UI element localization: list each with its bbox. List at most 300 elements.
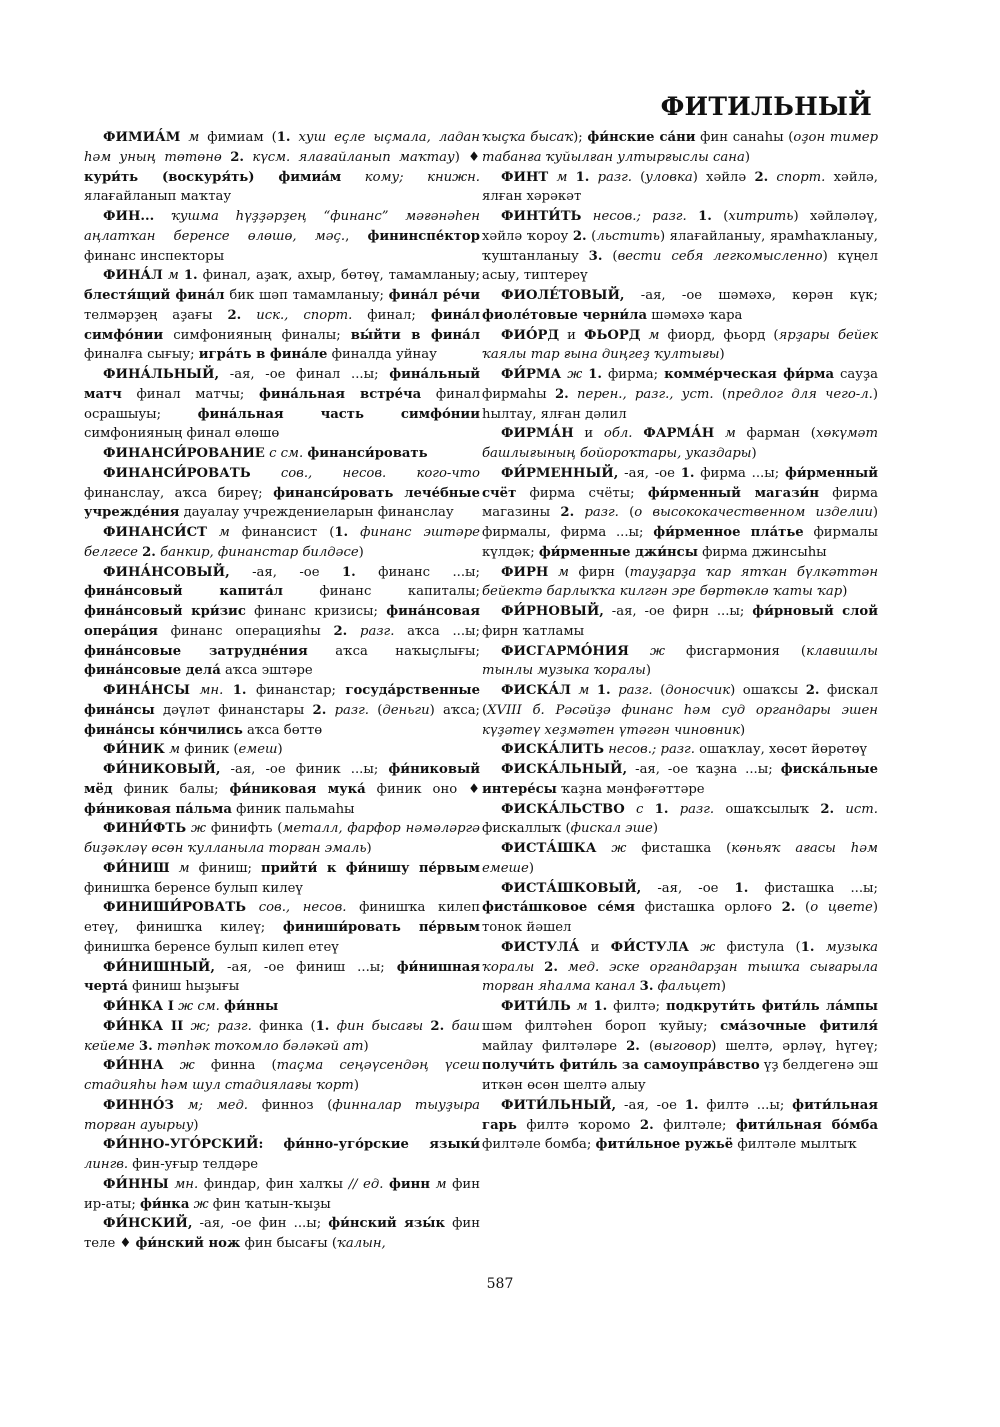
entry-text: аҡса наҡыҫлығы; (307, 643, 480, 659)
entry-text (170, 861, 179, 876)
entry-text (348, 525, 360, 540)
italic-note: // ед. (348, 1176, 384, 1192)
italic-note: сов., несов. (258, 900, 347, 916)
dictionary-entry (84, 1017, 480, 1057)
entry-text: финал, аҙаҡ, ахыр, бөтөү, тамамланыу; (197, 268, 480, 284)
bold-phrase: 1. (593, 999, 608, 1014)
headword: ФИНА́Л (103, 268, 163, 284)
bold-phrase: 2. (430, 1018, 445, 1034)
entry-text (589, 683, 597, 698)
entry-text: финик оно ♦ (365, 781, 480, 797)
dictionary-entry (84, 1214, 480, 1254)
dictionary-entry (84, 1135, 480, 1175)
italic-note: көньяҡ ағасы һәм емеше (482, 841, 878, 876)
italic-note: м (435, 1176, 447, 1192)
headword: ФИСГАРМО́НИЯ (501, 643, 629, 659)
entry-text (222, 150, 230, 165)
italic-note: XVIII б. Рәсәйҙә финанс һәм суд органдары эшен күҙәтеү хеҙмәтен үтәгән чиновник (482, 702, 878, 738)
bold-phrase: фи́нишная черта́ (84, 959, 480, 995)
headword: ФИТИ́ЛЬ (501, 999, 571, 1014)
entry-text (687, 209, 698, 224)
headword: ФИСКА́ЛЬНЫЙ, (501, 762, 628, 777)
entry-text: ( (618, 505, 635, 521)
bold-phrase: фи́рменный счёт (482, 465, 878, 501)
bold-phrase: фиста́шковое се́мя (482, 900, 635, 916)
italic-note: м (188, 130, 200, 145)
italic-note: м (167, 268, 179, 284)
entry-text: симфонияның финал өлөшө (84, 426, 280, 442)
entry-text (291, 130, 299, 145)
entry-text: финик балы; (112, 781, 230, 797)
entry-text: филтә ...ы; (698, 1097, 793, 1113)
entry-text (574, 505, 584, 520)
entry-text: ( (586, 228, 597, 244)
dictionary-entry (84, 859, 480, 899)
bold-phrase: 1. (276, 130, 291, 145)
dictionary-entry (482, 938, 878, 997)
bold-phrase: 1. (183, 268, 198, 284)
entry-text: фин бысағы ( (240, 1236, 338, 1251)
entry-text (714, 426, 725, 441)
entry-text (341, 170, 364, 185)
bold-phrase: 2. (230, 149, 244, 165)
italic-note: ж (193, 1196, 209, 1212)
headword: ФИ́РМЕННЫЙ, (501, 465, 619, 481)
bold-phrase: фина́л ре́чи (388, 288, 480, 303)
entry-text: финанстар; (246, 683, 346, 698)
bold-phrase: 1. (596, 683, 611, 698)
headword: ФИРМА́Н (501, 426, 574, 442)
entry-text: и (573, 426, 604, 442)
entry-text: ошаҡсылыҡ (714, 801, 821, 817)
entry-text: финал осрашыуы; (84, 386, 480, 422)
bold-phrase: фити́льная бо́мба (735, 1117, 878, 1133)
bold-phrase: фина́нсовый капита́л (84, 584, 283, 600)
entry-text: филтәле бомба; (482, 1137, 596, 1153)
italic-note: финанс эштәре белгесе (84, 525, 480, 560)
entry-text (241, 308, 256, 323)
bold-phrase: 1. (654, 801, 669, 817)
dictionary-entry (84, 464, 480, 523)
dictionary-entry (84, 898, 480, 957)
page-number: 587 (486, 1276, 514, 1292)
italic-note: предлог для чего-л. (727, 386, 873, 402)
dictionary-entry (482, 207, 878, 286)
bold-phrase: 2. (142, 544, 156, 560)
entry-text (164, 1058, 180, 1073)
headword: ФИОЛЕ́ТОВЫЙ, (501, 288, 625, 303)
italic-note: разг. (597, 169, 632, 185)
entry-text: финанслау, аҡса биреү; (84, 485, 274, 501)
bold-phrase: ФЬОРД (583, 327, 641, 343)
dictionary-entry (84, 681, 480, 740)
entry-text: фирма джинсыһы (697, 544, 827, 560)
bold-phrase: 2. (781, 900, 796, 916)
headword: ФИ́НСКИЙ, (103, 1216, 193, 1232)
headword: ФИСТА́ШКА (501, 841, 597, 856)
entry-text: ) (720, 979, 727, 995)
entry-text: ) (277, 742, 283, 758)
entry-text: фисгармония ( (664, 643, 807, 659)
headword: ФИ́ННА (103, 1058, 164, 1074)
entry-text: -ая, -ое фирн ...ы; (603, 604, 753, 619)
italic-note: м (724, 426, 736, 442)
headword: ФИНАНСИ́СТ (103, 525, 207, 540)
entry-text: , (345, 228, 368, 244)
entry-text: ) күңел асыу, типтереү (482, 248, 878, 284)
bold-phrase: 2. (639, 1117, 654, 1133)
entry-text (581, 209, 592, 224)
bold-phrase: 2. (544, 959, 558, 975)
entry-text: -ая, -ое шәмәхә, көрән күк; (624, 288, 878, 303)
bold-phrase: 3. (639, 979, 654, 995)
headword: ФИСКА́ЛЬСТВО (501, 801, 625, 817)
entry-text: майлау филтәләре (482, 1038, 627, 1054)
italic-note: м; мед. (187, 1097, 248, 1113)
bold-phrase: фина́нсовый кри́зис (84, 604, 246, 619)
italic-note: мн. (174, 1176, 199, 1192)
entry-text: ) (744, 149, 750, 165)
dictionary-entry (482, 1096, 878, 1155)
bold-phrase: фиска́льные интере́сы (482, 762, 878, 797)
entry-text: финноз ( (248, 1097, 333, 1113)
dictionary-entry (84, 563, 480, 682)
italic-note: тауҙарҙа ҡар ятҡан бүлкәттән бейектә барлыҡҡа килгән эре бөртөклө ҡаты ҡар (482, 564, 878, 600)
dictionary-entry (84, 266, 480, 365)
entry-text: аҡса ...ы; (394, 623, 480, 639)
bold-phrase: фина́льный матч (84, 367, 480, 402)
running-head: ФИТИЛЬНЫЙ (660, 92, 872, 121)
bold-phrase: фи́нский язы́к (328, 1216, 446, 1232)
headword: ФИ́НКА I (103, 999, 174, 1014)
italic-note: ж (700, 939, 716, 955)
entry-text: фискаллыҡ ( (482, 821, 571, 837)
bold-phrase: фи́рменные джи́нсы (538, 544, 698, 560)
italic-note: емеш (238, 742, 278, 758)
entry-text: фимиам ( (199, 130, 277, 145)
entry-text: ) (751, 446, 757, 461)
italic-note: ҡыҫҡа бысаҡ (482, 130, 574, 145)
entry-text: фирма счёты; (516, 485, 648, 501)
entry-text: финик пальмаһы (231, 801, 355, 817)
bold-phrase: 1. (575, 169, 590, 185)
dictionary-entry (482, 681, 878, 740)
entry-text: сауҙа фирмаһы (482, 367, 878, 402)
italic-note: иск., спорт. (256, 307, 353, 323)
italic-note: ж (611, 841, 627, 856)
bold-phrase: 2. (805, 683, 820, 698)
entry-text: филтә; (607, 999, 666, 1014)
bold-phrase: фити́льное ружьё (595, 1137, 734, 1153)
entry-text: фин теле ♦ (84, 1216, 480, 1251)
entry-text: ( (713, 386, 727, 402)
italic-note: ярҙары бейек ҡаялы тар ғына диңгеҙ ҡултығы (482, 327, 878, 363)
entry-text: фисташка ( (626, 841, 732, 856)
entry-text: ( (795, 900, 811, 916)
bold-phrase: фи́рменное пла́тье (653, 525, 804, 540)
headword: ФИМИА́М (103, 130, 181, 145)
entry-text: ) (719, 347, 725, 363)
bold-phrase: 2. (626, 1038, 640, 1054)
entry-text (263, 1137, 283, 1152)
dictionary-entry (84, 740, 480, 760)
italic-note: ж (191, 821, 207, 837)
entry-text: ( (368, 702, 383, 718)
headword: ФИСКА́Л (501, 683, 571, 698)
headword: ФИ́РМА (501, 367, 562, 382)
entry-text: финанс кризисы; (245, 604, 387, 619)
bold-phrase: 1. (680, 465, 695, 481)
dictionary-entry (482, 879, 878, 938)
entry-text (668, 802, 679, 817)
bold-phrase: 1. (698, 209, 712, 224)
bold-phrase: игра́ть в фина́ле (198, 347, 328, 363)
dictionary-entry (482, 424, 878, 464)
entry-text: -ая, -ое (618, 465, 681, 481)
dictionary-entry (84, 760, 480, 819)
headword: ФИНИШИ́РОВАТЬ (103, 900, 247, 916)
entry-text: телмәрҙең аҙағы (84, 307, 228, 323)
headword: ФИНАНСИ́РОВАТЬ (103, 465, 251, 481)
italic-note: сов., несов. кого-что (280, 465, 480, 481)
headword: ФИ́НИШ (103, 860, 170, 876)
italic-note: ҡалын, (337, 1236, 386, 1251)
dictionary-entry (482, 168, 878, 208)
headword: ФИНА́НСОВЫЙ, (103, 564, 230, 580)
bold-phrase: 2. (560, 505, 575, 521)
bold-phrase: кури́ть (воскуря́ть) фимиа́м (84, 169, 342, 185)
entry-text (548, 565, 558, 580)
bold-phrase: фи́рменный магази́н (647, 485, 820, 501)
bold-phrase: 1. (800, 939, 815, 955)
entry-text: фирма ...ы; (694, 465, 785, 481)
italic-note: разг. (679, 801, 715, 817)
entry-text (444, 1019, 451, 1034)
bold-phrase: 1. (588, 367, 602, 382)
dictionary-entry (482, 740, 878, 760)
italic-note: м (556, 169, 568, 185)
italic-note: м (576, 999, 588, 1014)
italic-note: несов.; разг. (608, 742, 695, 758)
italic-note: ж; разг. (190, 1018, 252, 1034)
entry-text: -ая, -ое финиш ...ы; (214, 959, 397, 975)
bold-phrase: финанси́ровать лече́бные учрежде́ния (84, 485, 480, 521)
headword: ФИ́НКА II (103, 1018, 184, 1034)
bold-phrase: 2. (554, 386, 569, 402)
bold-phrase: фиоле́товые черни́ла (482, 307, 648, 323)
bold-phrase: 1. (232, 683, 247, 698)
headword: ФИСКА́ЛИТЬ (501, 742, 605, 758)
entry-text: ) тонок йәшел (482, 900, 878, 935)
italic-note: клавишлы тынлы музыка ҡоралы (482, 643, 878, 679)
italic-note: фискал эше (570, 821, 653, 837)
entry-text: бик шәп тамамланыу; (224, 288, 389, 303)
entry-text: финдар, фин халҡы (198, 1176, 349, 1192)
italic-note: ҡушма һүҙҙәрҙең “финанс” мәғәнәһен аңлатҡан беренсе өлөшө, мәҫ. (84, 209, 480, 244)
bold-phrase: фи́нка (139, 1196, 190, 1212)
italic-note: разг. (360, 623, 395, 639)
italic-note: м (218, 525, 230, 540)
entry-text (625, 802, 636, 817)
entry-text: фисташка ...ы; (748, 880, 878, 896)
italic-note: ж см. (178, 999, 220, 1014)
entry-text (632, 426, 643, 441)
entry-text (641, 328, 649, 343)
dictionary-entry (482, 602, 878, 642)
dictionary-entry (482, 760, 878, 800)
right-column (482, 128, 878, 1283)
bold-phrase: фина́нсы ко́нчились (84, 722, 243, 738)
bold-phrase: блестя́щий фина́л (84, 288, 225, 303)
headword: ФИСТУЛА́ (501, 939, 580, 955)
entry-text: ) (528, 860, 534, 876)
bold-phrase: фити́льная гарь (482, 1097, 878, 1133)
entry-text: ялағайланып маҡтау (84, 189, 232, 205)
entry-text (174, 1098, 188, 1113)
italic-note: финналар тыуҙыра торған ауырыу (84, 1097, 480, 1133)
bold-phrase: 1. (684, 1097, 699, 1113)
dictionary-entry (84, 958, 480, 998)
entry-text: фирма; (601, 367, 665, 382)
entry-text: шәм филтәһен бороп ҡуйыу; (482, 1018, 721, 1034)
bold-phrase: 1. (334, 525, 349, 540)
bold-phrase: фи́нский нож (135, 1236, 241, 1251)
italic-note: металл, фарфор нәмәләргә биҙәкләү өсөн ҡулланыла торған эмаль (84, 821, 480, 856)
italic-note: обл. (603, 426, 633, 442)
bold-phrase: фи́нно-уго́рские языки́ (283, 1137, 480, 1153)
dictionary-entry (84, 523, 480, 563)
headword: ФИ́ННО-УГО́РСКИЙ: (103, 1137, 264, 1153)
italic-note: хөкүмәт башлығының бойороҡтары, указдары (482, 426, 878, 461)
entry-text (154, 209, 171, 224)
entry-text (534, 960, 544, 975)
bold-phrase: сма́зочные фитиля́ (720, 1018, 878, 1034)
italic-note: хуш еҫле ыҫмала, ладан һәм уның төтөнө (84, 130, 480, 165)
entry-text: ) һылтау, ялған дәлил (482, 386, 878, 422)
bold-phrase: ФАРМА́Н (643, 426, 715, 442)
italic-note: ист. (845, 801, 878, 817)
italic-note: м (169, 742, 181, 758)
bold-phrase: 2. (312, 702, 327, 718)
italic-note: льстить (596, 228, 660, 244)
entry-text: филтә ҡоромо (516, 1117, 640, 1133)
italic-note: таҫма сеңәүсендәң үсеш стадияһы һәм шул стадиялағы ҡорт (84, 1058, 480, 1093)
entry-text: финиш һыҙығы (127, 979, 240, 995)
entry-text: фирма магазины (482, 485, 878, 521)
entry-text: ) (193, 1117, 199, 1133)
entry-text: фин ир-аты; (84, 1176, 480, 1212)
entry-text: фисташка орлоғо (634, 900, 782, 916)
entry-text: фин-уғыр телдәре (128, 1157, 259, 1172)
entry-text: хәйлә, ялған хәрәкәт (482, 169, 878, 205)
bold-phrase: фина́л симфо́нии (84, 307, 480, 343)
dictionary-entry (84, 1056, 480, 1096)
italic-note: ж (567, 367, 583, 382)
entry-text: финансист ( (229, 525, 335, 540)
headword: ФИННО́З (103, 1097, 174, 1113)
entry-text: финиш; (189, 860, 262, 876)
italic-note: м (648, 327, 660, 343)
italic-note: тәпһәк тоҡомло бәләкәй ат (156, 1038, 364, 1054)
entry-text: -ая, -ое (229, 564, 342, 580)
entry-text: ошаҡлау, хөсөт йөрөтөү (694, 742, 867, 758)
entry-text (223, 683, 232, 698)
entry-text: аҡса эштәре (220, 663, 313, 679)
entry-text (246, 900, 259, 915)
italic-note: о высококачественном изделии (634, 505, 873, 521)
italic-note: мед. эске органдарҙан тышҡа сығарыла торған яһалма канал (482, 959, 878, 995)
italic-note: несов.; разг. (592, 209, 687, 224)
entry-text: финалда уйнау (327, 347, 437, 363)
entry-text (567, 170, 575, 185)
entry-text (834, 802, 845, 817)
italic-note: вести себя легкомысленно (617, 248, 823, 264)
entry-text (207, 525, 219, 540)
entry-text: фирмалы күлдәк; (482, 525, 878, 560)
entry-text: фин ҡатын-ҡыҙы (208, 1196, 331, 1212)
italic-note: күсм. ялағайланып маҡтау (252, 149, 455, 165)
italic-note: музыка ҡоралы (482, 939, 878, 975)
headword: ФИТИ́ЛЬНЫЙ, (501, 1097, 617, 1113)
bold-phrase: 1. (734, 880, 749, 896)
entry-text (251, 466, 281, 481)
entry-text: фарман ( (735, 426, 816, 442)
entry-text (326, 703, 334, 718)
entry-text: финик ( (180, 742, 239, 758)
italic-note: лингв. (84, 1157, 129, 1172)
bold-phrase: 1. (315, 1018, 330, 1034)
entry-text (347, 624, 360, 639)
italic-note: деньги (382, 702, 430, 718)
headword: ФИСТА́ШКОВЫЙ, (501, 880, 642, 896)
headword: ФИ́НИК (103, 742, 165, 758)
entry-text (629, 644, 650, 659)
entry-text: фирн ( (568, 564, 630, 580)
entry-text (183, 1019, 190, 1034)
entry-text: фирн ҡатламы (482, 623, 585, 639)
entry-text: ) ялағайланыу, ярамһаҡланыу, ҡуштанланыу (482, 228, 878, 264)
dictionary-entry (482, 563, 878, 603)
entry-text: финанс капиталы; (282, 584, 480, 600)
dictionary-entry (482, 642, 878, 682)
entry-text: -ая, -ое финал ...ы; (219, 367, 390, 382)
bold-phrase: вы́йти в фина́л (350, 327, 480, 343)
entry-text (589, 170, 597, 185)
entry-text: фин санаһы ( (695, 130, 794, 145)
bold-phrase: финн (389, 1176, 430, 1192)
dictionary-entry (84, 1175, 480, 1215)
bold-phrase: фина́нсовая опера́ция (84, 604, 480, 639)
bold-phrase: подкрути́ть фити́ль ла́мпы (665, 999, 878, 1014)
bold-phrase: фина́льная часть симфо́нии (197, 406, 480, 422)
entry-text: ( (652, 683, 666, 698)
entry-text: ) (842, 584, 848, 600)
italic-note: доносчик (665, 683, 731, 698)
entry-text (596, 841, 611, 856)
bold-phrase: фининспе́ктор (367, 228, 480, 244)
entry-text: фискал ( (482, 683, 878, 718)
bold-phrase: фи́никовая мука́ (229, 781, 366, 797)
entry-text: ) аҡса; (429, 702, 480, 718)
italic-note: банкир, финанстар билдәсе (160, 544, 359, 560)
headword: ФИНАНСИ́РОВАНИЕ (103, 446, 265, 461)
entry-text: фиорд, фьорд ( (659, 327, 779, 343)
entry-text: дәүләт финанстары (154, 702, 313, 718)
entry-text: финал; (352, 307, 431, 323)
entry-text: дауалау учреждениеларын финанслау (179, 505, 454, 521)
italic-note: ж (649, 643, 665, 659)
bold-phrase: финанси́ровать (307, 446, 428, 461)
